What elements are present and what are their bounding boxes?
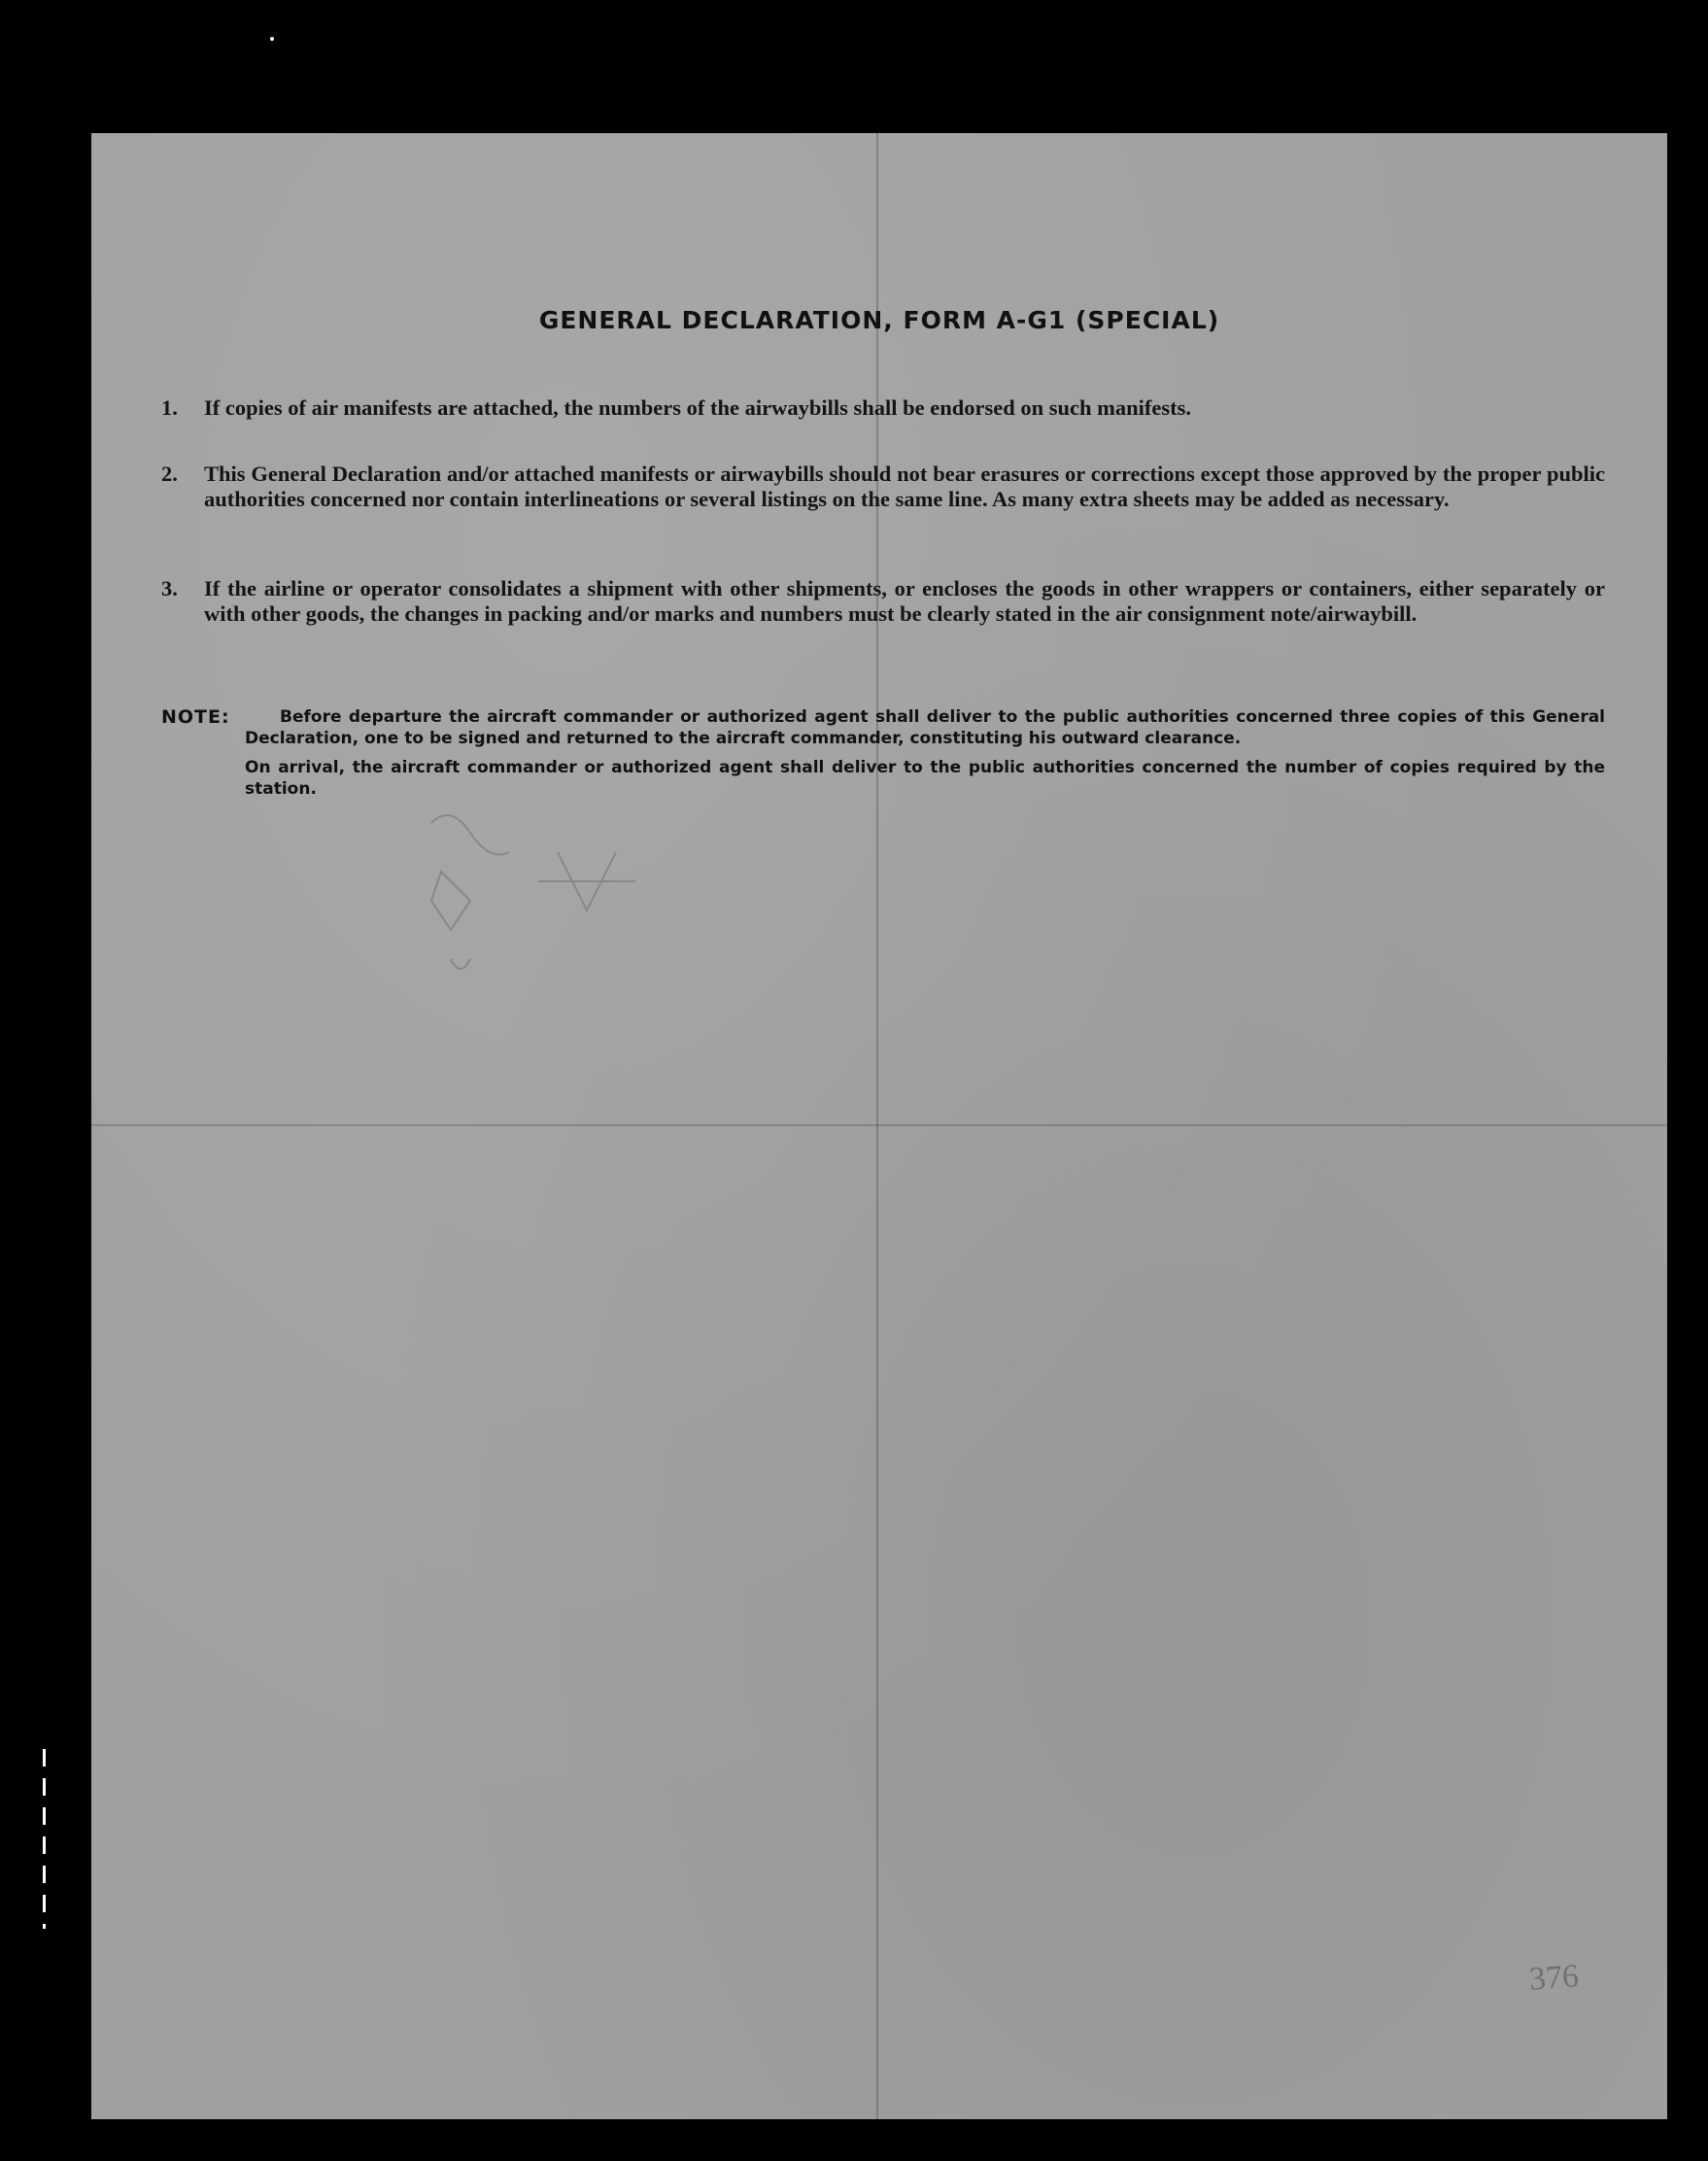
- note-label: NOTE:: [161, 706, 230, 728]
- item-text: If the airline or operator consolidates a shipment with other shipments, or encloses the goods in other wrappers or containers, either separately or with other goods, the changes in packing and/or marks and numbers must be clearly stated in the air consignment note/airwaybill.: [204, 576, 1605, 626]
- document-page: [91, 133, 1667, 2119]
- item-text: If copies of air manifests are attached, the numbers of the airwaybills shall be endorsed on such manifests.: [204, 395, 1192, 420]
- item-number: 3.: [161, 576, 178, 600]
- form-title: GENERAL DECLARATION, FORM A-G1 (SPECIAL): [538, 306, 1220, 334]
- vertical-fold-crease: [876, 133, 878, 2119]
- scan-edge-mark: [43, 1749, 46, 1929]
- note-paragraph-departure: Before departure the aircraft commander or authorized agent shall deliver to the public authorities concerned three copies of this General Declaration, one to be signed and returned to the aircraft commander, constituting his outward clearance.: [245, 707, 1605, 748]
- note-paragraph-arrival: On arrival, the aircraft commander or authorized agent shall deliver to the public authorities concerned the number of copies required by the station.: [245, 758, 1605, 799]
- note-section: [161, 706, 1605, 800]
- item-text: This General Declaration and/or attached manifests or airwaybills should not bear erasures or corrections except those approved by the proper public authorities concerned nor contain interlineations or several listings on the same line. As many extra sheets may be added as necessary.: [204, 462, 1605, 511]
- item-number: 2.: [161, 462, 178, 486]
- instruction-item-3: [161, 576, 1605, 627]
- instruction-item-1: [161, 395, 1605, 421]
- bleed-through-marks: [412, 794, 665, 988]
- horizontal-fold-crease: [91, 1124, 1667, 1126]
- page-mark: 376: [1527, 1958, 1581, 1998]
- scan-speck: [270, 37, 274, 41]
- instruction-item-2: [161, 462, 1605, 512]
- item-number: 1.: [161, 395, 178, 420]
